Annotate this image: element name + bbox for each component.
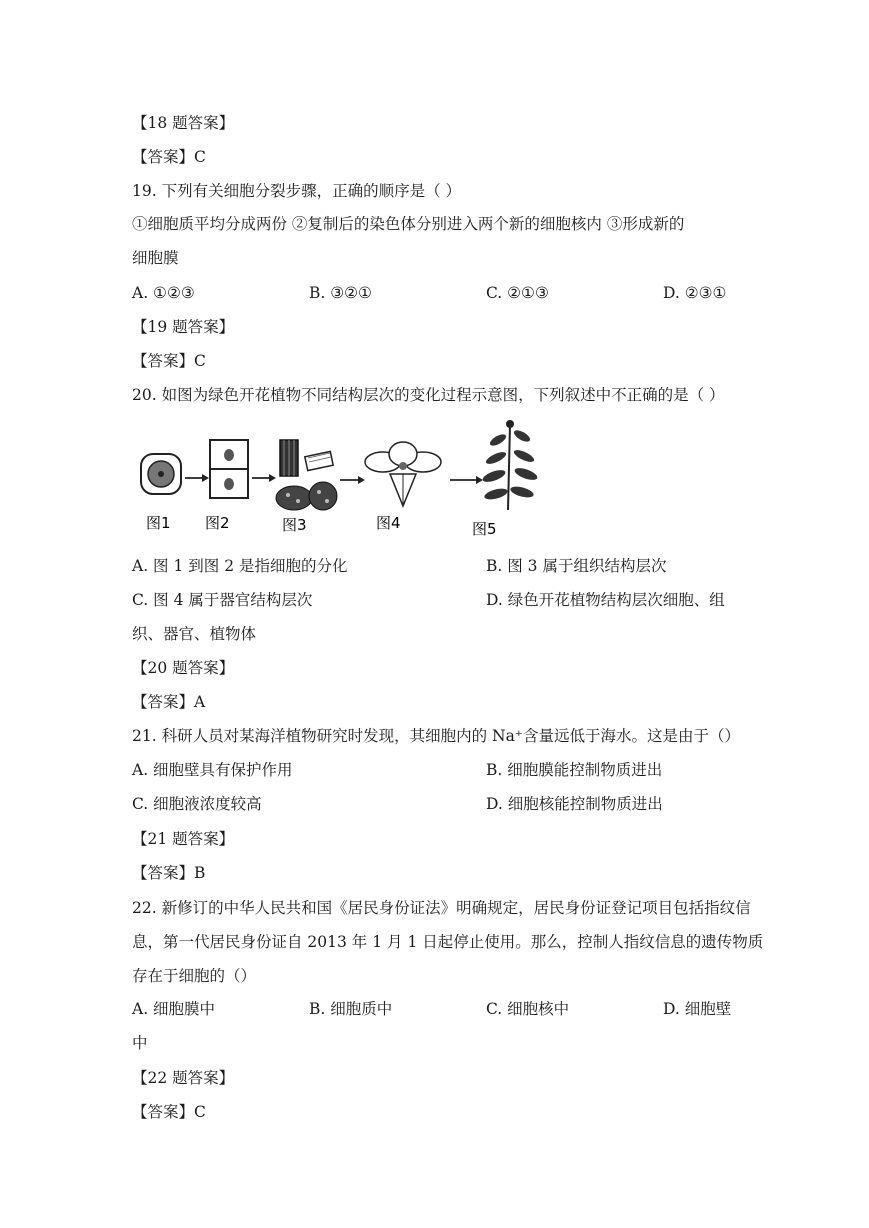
q21-option-d: D. 细胞核能控制物质进出 [486,795,663,813]
q19-option-b: B. ③②① [309,284,372,302]
q18-answer-header: 【18 题答案】 [132,114,235,132]
arrow-4 [450,476,483,484]
q20-answer: 【答案】A [132,693,206,711]
q22-stem-line3: 存在于细胞的（） [132,967,257,985]
figure-2-label: 图2 [205,514,230,532]
q21-stem: 21. 科研人员对某海洋植物研究时发现，其细胞内的 Na⁺含量远低于海水。这是由于（） [132,727,740,745]
q19-stem: 19. 下列有关细胞分裂步骤，正确的顺序是（ ） [132,182,462,200]
q20-option-d-cont: 织、器官、植物体 [132,625,257,643]
q19-option-c: C. ②①③ [486,284,549,302]
q21-answer: 【答案】B [132,864,206,882]
figure-4-flower [365,442,441,506]
q21-option-b: B. 细胞膜能控制物质进出 [486,761,663,779]
figure-1-label: 图1 [146,514,171,532]
figure-2-cells [210,440,248,498]
q21-answer-header: 【21 题答案】 [132,830,235,848]
q21-option-a: A. 细胞壁具有保护作用 [132,761,293,779]
q19-answer: 【答案】C [132,352,206,370]
q22-option-b: B. 细胞质中 [309,1000,393,1018]
q20-option-d: D. 绿色开花植物结构层次细胞、组 [486,591,725,609]
figure-3-tissues [276,440,337,510]
arrow-3 [340,476,365,484]
figure-4-label: 图4 [376,514,401,532]
plant-structure-figure [138,418,548,540]
q18-answer: 【答案】C [132,148,206,166]
q19-statements-cont: 细胞膜 [132,249,179,267]
q19-option-a: A. ①②③ [132,284,195,302]
arrow-2 [252,474,276,482]
q19-answer-header: 【19 题答案】 [132,318,235,336]
q22-option-d: D. 细胞壁 [663,1000,732,1018]
q20-option-b: B. 图 3 属于组织结构层次 [486,557,667,575]
q19-statements: ①细胞质平均分成两份 ②复制后的染色体分别进入两个新的细胞核内 ③形成新的 [132,215,685,233]
q20-option-c: C. 图 4 属于器官结构层次 [132,591,313,609]
q19-option-d: D. ②③① [663,284,727,302]
figure-3-label: 图3 [282,516,307,534]
arrow-1 [185,474,209,482]
q22-option-d-cont: 中 [132,1034,148,1052]
q20-answer-header: 【20 题答案】 [132,659,235,677]
q22-answer: 【答案】C [132,1103,206,1121]
figure-1-cell [141,454,181,494]
q22-option-c: C. 细胞核中 [486,1000,570,1018]
q22-stem-line1: 22. 新修订的中华人民共和国《居民身份证法》明确规定，居民身份证登记项目包括指纹信 [132,899,751,917]
q20-option-a: A. 图 1 到图 2 是指细胞的分化 [132,557,348,575]
q20-stem: 20. 如图为绿色开花植物不同结构层次的变化过程示意图，下列叙述中不正确的是（ ） [132,386,725,404]
q22-stem-line2: 息，第一代居民身份证自 2013 年 1 月 1 日起停止使用。那么，控制人指纹信息的遗传物质 [132,933,764,951]
q22-answer-header: 【22 题答案】 [132,1069,235,1087]
figure-5-label: 图5 [472,520,497,538]
q22-option-a: A. 细胞膜中 [132,1000,216,1018]
figure-5-plant [481,420,539,510]
q21-option-c: C. 细胞液浓度较高 [132,795,262,813]
